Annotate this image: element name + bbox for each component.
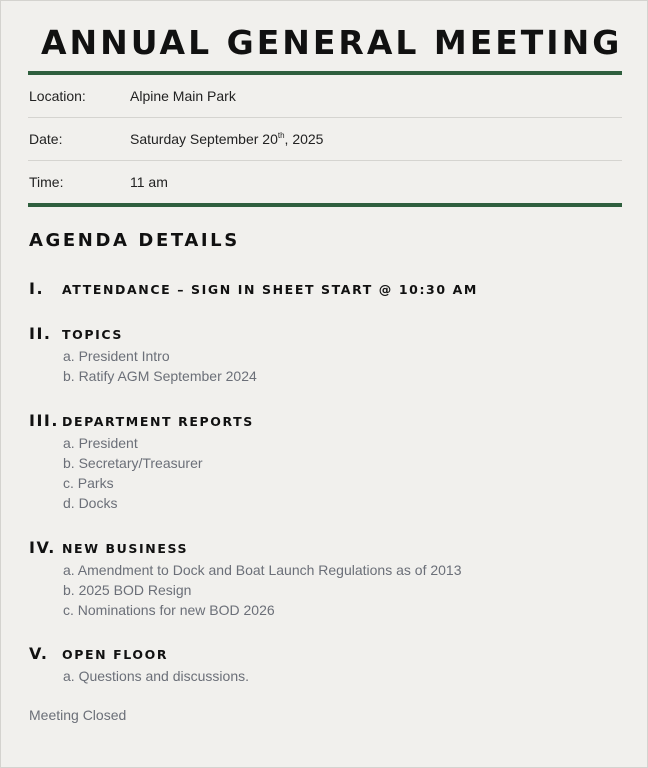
agenda-item-title: ATTENDANCE – SIGN IN SHEET START @ 10:30 AM (62, 282, 478, 297)
agenda-subitem: a. President Intro (63, 348, 170, 364)
info-divider (28, 160, 622, 161)
agenda-item-numeral: IV. (29, 538, 56, 557)
agenda-item-title: TOPICS (62, 327, 123, 342)
agenda-item-numeral: V. (29, 644, 49, 663)
agenda-subitem: c. Parks (63, 475, 114, 491)
info-divider (28, 117, 622, 118)
time-value: 11 am (130, 174, 168, 190)
page-title: ANNUAL GENERAL MEETING (41, 23, 623, 62)
agenda-subitem: a. Amendment to Dock and Boat Launch Regulations as of 2013 (63, 562, 462, 578)
date-value-year: , 2025 (284, 131, 324, 147)
title-divider (28, 71, 622, 75)
date-value-ordinal: th (277, 131, 285, 140)
date-label: Date: (29, 131, 63, 147)
agenda-subitem: b. 2025 BOD Resign (63, 582, 192, 598)
agenda-item-numeral: I. (29, 279, 45, 298)
agenda-heading: AGENDA DETAILS (29, 230, 240, 251)
location-value: Alpine Main Park (130, 88, 236, 104)
agenda-subitem: c. Nominations for new BOD 2026 (63, 602, 275, 618)
agenda-subitem: b. Secretary/Treasurer (63, 455, 203, 471)
agenda-item-title: DEPARTMENT REPORTS (62, 414, 254, 429)
date-value-main: Saturday September 20 (130, 131, 278, 147)
meeting-closed-text: Meeting Closed (29, 707, 127, 723)
agenda-item-title: NEW BUSINESS (62, 541, 189, 556)
agenda-subitem: a. Questions and discussions. (63, 668, 249, 684)
agenda-item-numeral: III. (29, 411, 59, 430)
time-label: Time: (29, 174, 64, 190)
agenda-item-numeral: II. (29, 324, 52, 343)
agenda-item-title: OPEN FLOOR (62, 647, 169, 662)
agenda-subitem: a. President (63, 435, 138, 451)
agenda-subitem: b. Ratify AGM September 2024 (63, 368, 257, 384)
location-label: Location: (29, 88, 86, 104)
date-value (130, 131, 323, 147)
agenda-subitem: d. Docks (63, 495, 118, 511)
info-bottom-divider (28, 203, 622, 207)
